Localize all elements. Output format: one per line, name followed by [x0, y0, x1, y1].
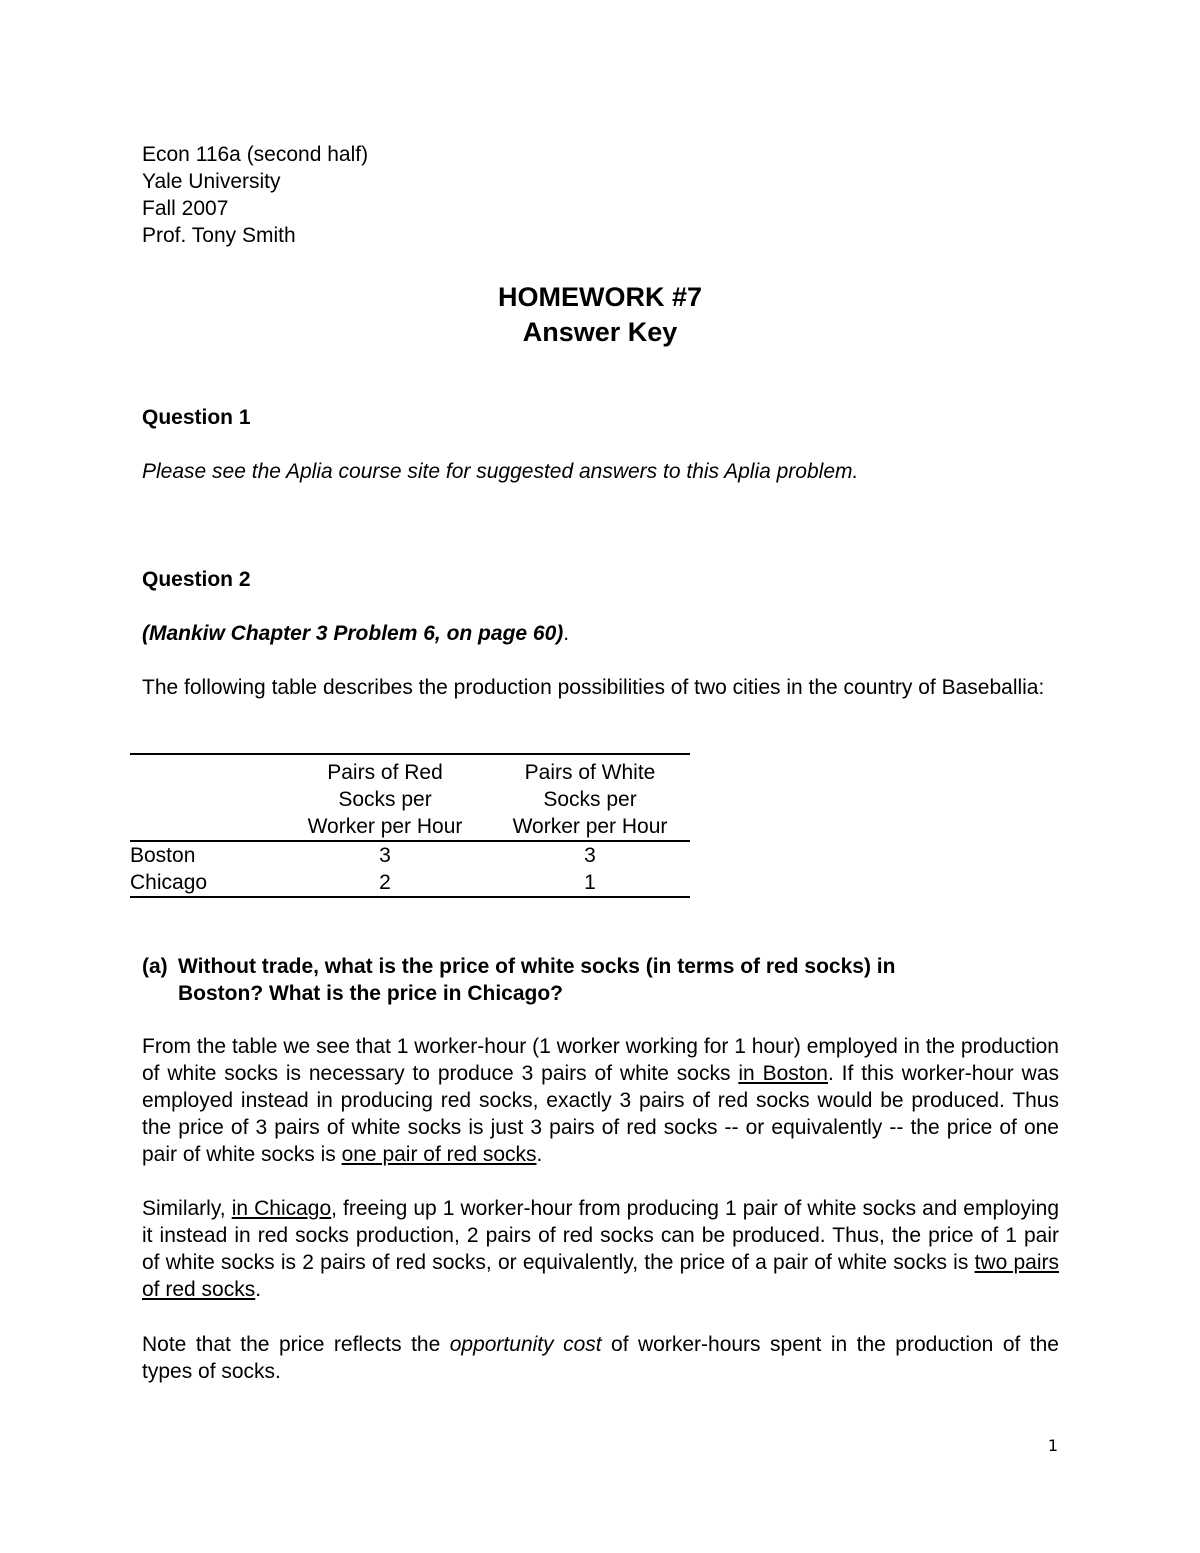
- reference-period: .: [563, 622, 570, 645]
- italic-phrase: opportunity cost: [449, 1333, 602, 1356]
- white-socks-header: Pairs of White Socks per Worker per Hour: [490, 755, 690, 841]
- white-value-cell: 1: [490, 869, 690, 897]
- textbook-reference: (Mankiw Chapter 3 Problem 6, on page 60): [142, 622, 564, 645]
- production-table: [130, 753, 690, 898]
- table-row: [130, 841, 690, 869]
- course-name: Econ 116a (second half): [142, 143, 369, 166]
- question-1-text: Please see the Aplia course site for suggested answers to this Aplia problem.: [142, 460, 859, 483]
- professor-name: Prof. Tony Smith: [142, 224, 296, 247]
- part-a-question: [142, 953, 1059, 1007]
- underlined-phrase: in Boston: [738, 1062, 828, 1085]
- white-value-cell: 3: [584, 844, 596, 867]
- city-cell: Chicago: [130, 869, 280, 897]
- document-title: [0, 280, 1200, 350]
- empty-header-cell: [130, 755, 280, 841]
- underlined-phrase: two pairs of red socks: [142, 1251, 1059, 1301]
- underlined-phrase: one pair of red socks: [341, 1143, 537, 1166]
- part-a-label: (a): [142, 955, 168, 978]
- question-2-intro: The following table describes the production possibilities of two cities in the country of Baseballia:: [142, 676, 1045, 699]
- university-name: Yale University: [142, 170, 281, 193]
- answer-paragraph-3: Note that the price reflects the opportunity cost of worker-hours spent in the production of the types of socks.: [142, 1333, 1059, 1383]
- answer-paragraph-2: Similarly, in Chicago, freeing up 1 worker-hour from producing 1 pair of white socks and employing it instead in red socks production, 2 pairs of red socks can be produced. Thus, the price of 1 pair of white socks is 2 pairs of red socks, or equivalently, the price of a pair of white socks is two pairs of red socks.: [142, 1197, 1060, 1301]
- question-2-reference: [142, 620, 1059, 647]
- title-line-1: HOMEWORK #7: [497, 282, 703, 312]
- part-a-question-line-2: Boston? What is the price in Chicago?: [178, 982, 564, 1005]
- red-value-cell: 3: [379, 844, 391, 867]
- table-header-row: [130, 755, 690, 841]
- red-socks-header: Pairs of Red Socks per Worker per Hour: [280, 755, 490, 841]
- course-header: [142, 141, 1059, 249]
- question-2-heading: Question 2: [142, 568, 251, 591]
- page-number: 1: [1047, 1436, 1058, 1455]
- underlined-phrase: in Chicago: [231, 1197, 332, 1220]
- answer-paragraph-1: From the table we see that 1 worker-hour (1 worker working for 1 hour) employed in the production of white socks is necessary to produce 3 pairs of white socks in Boston. If this worker-hour was employed instead in producing red socks, exactly 3 pairs of red socks would be produced. Thus the price of 3 pairs of white socks is just 3 pairs of red socks -- or equivalently -- the price of one pair of white socks is one pair of red socks.: [142, 1035, 1060, 1166]
- red-value-cell: 2: [280, 869, 490, 897]
- city-cell: Boston: [130, 844, 196, 867]
- part-a-question-line-1: Without trade, what is the price of white socks (in terms of red socks) in: [178, 955, 896, 978]
- table-row: [130, 869, 690, 897]
- term: Fall 2007: [142, 197, 229, 220]
- title-line-2: Answer Key: [522, 317, 678, 347]
- question-1-heading: Question 1: [142, 406, 251, 429]
